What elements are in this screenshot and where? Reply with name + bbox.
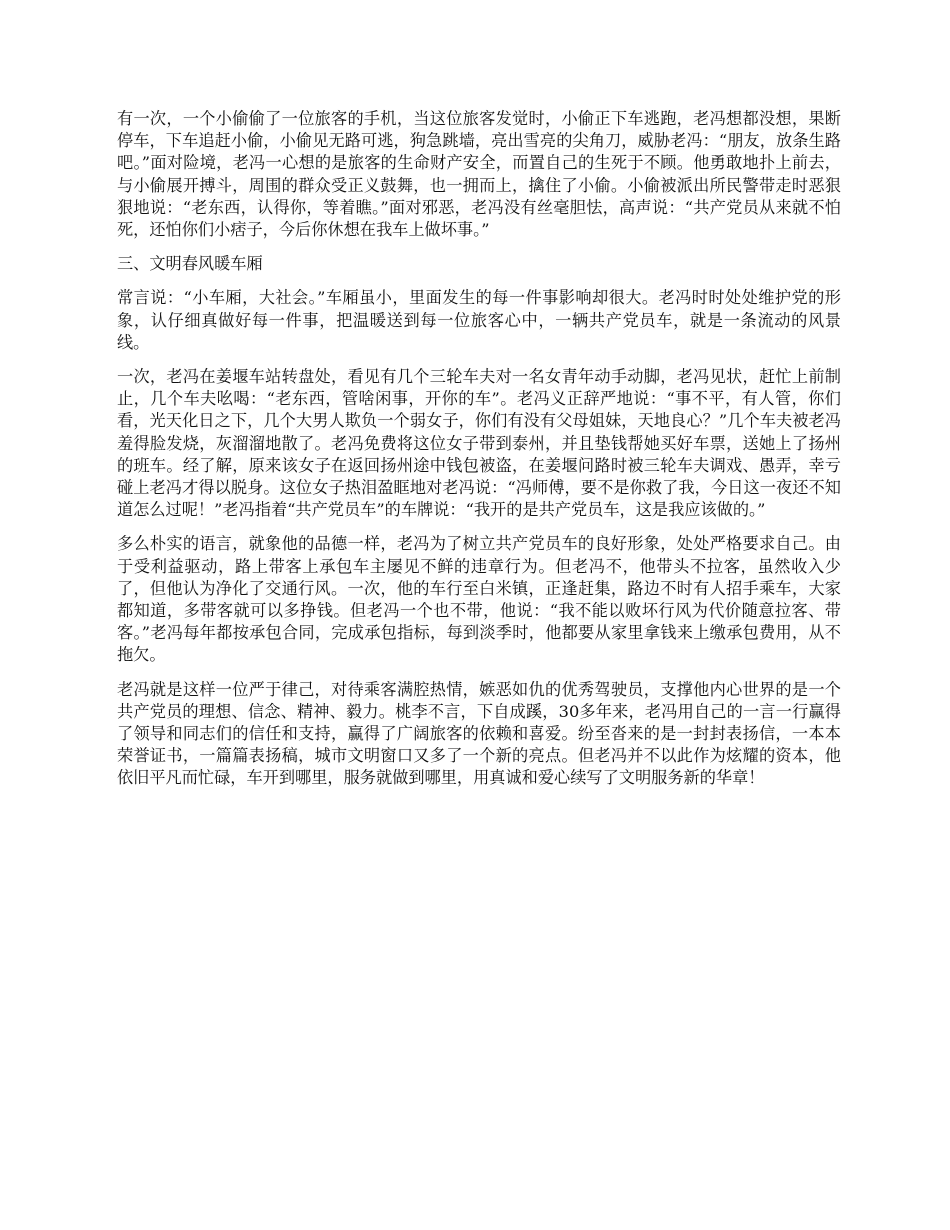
- paragraph-strict-self: 多么朴实的语言，就象他的品德一样，老冯为了树立共产党员车的良好形象，处处严格要求自己。由于受利益驱动，路上带客上承包车主屡见不鲜的违章行为。但老冯不，他带头不拉客，虽然收入少了，但他认为净化了交通行风。一次，他的车行至白米镇，正逢赶集，路边不时有人招手乘车，大家都知道，多带客就可以多挣钱。但老冯一个也不带，他说：“我不能以败坏行风为代价随意拉客、带客。”老冯每年都按承包合同，完成承包指标，每到淡季时，他都要从家里拿钱来上缴承包费用，从不拖欠。: [117, 534, 841, 665]
- paragraph-thief-story: 有一次，一个小偷偷了一位旅客的手机，当这位旅客发觉时，小偷正下车逃跑，老冯想都没想，果断停车，下车追赶小偷，小偷见无路可逃，狗急跳墙，亮出雪亮的尖角刀，威胁老冯：“朋友，放条生路吧。”面对险境，老冯一心想的是旅客的生命财产安全，而置自己的生死于不顾。他勇敢地扑上前去，与小偷展开搏斗，周围的群众受正义鼓舞，也一拥而上，擒住了小偷。小偷被派出所民警带走时恶狠狠地说：“老东西，认得你，等着瞧。”面对邪恶，老冯没有丝毫胆怯，高声说：“共产党员从来就不怕死，还怕你们小痞子，今后你休想在我车上做坏事。”: [117, 109, 841, 240]
- paragraph-rescue-story: 一次，老冯在姜堰车站转盘处，看见有几个三轮车夫对一名女青年动手动脚，老冯见状，赶忙上前制止，几个车夫吆喝：“老东西，管啥闲事，开你的车”。老冯义正辞严地说：“事不平，有人管，你们看，光天化日之下，几个大男人欺负一个弱女子，你们有没有父母姐妹，天地良心？”几个车夫被老冯羞得脸发烧，灰溜溜地散了。老冯免费将这位女子带到泰州，并且垫钱帮她买好车票，送她上了扬州的班车。经了解，原来该女子在返回扬州途中钱包被盗，在姜堰问路时被三轮车夫调戏、愚弄，幸亏碰上老冯才得以脱身。这位女子热泪盈眶地对老冯说：“冯师傅，要不是你救了我，今日这一夜还不知道怎么过呢！”老冯指着“共产党员车”的车牌说：“我开的是共产党员车，这是我应该做的。”: [117, 367, 841, 520]
- paragraph-small-carriage: 常言说：“小车厢，大社会。”车厢虽小，里面发生的每一件事影响却很大。老冯时时处处维护党的形象，认仔细真做好每一件事，把温暖送到每一位旅客心中，一辆共产党员车，就是一条流动的风景线。: [117, 288, 841, 352]
- paragraph-conclusion: 老冯就是这样一位严于律己，对待乘客满腔热情，嫉恶如仇的优秀驾驶员，支撑他内心世界的是一个共产党员的理想、信念、精神、毅力。桃李不言，下自成蹊，30多年来，老冯用自己的一言一行赢得了领导和同志们的信任和支持，赢得了广阔旅客的依赖和喜爱。纷至沓来的是一封封表扬信，一本本荣誉证书，一篇篇表扬稿，城市文明窗口又多了一个新的亮点。但老冯并不以此作为炫耀的资本，他依旧平凡而忙碌，车开到哪里，服务就做到哪里，用真诚和爱心续写了文明服务新的华章！: [117, 679, 841, 788]
- section-heading: 三、文明春风暖车厢: [117, 254, 263, 274]
- document-body: [117, 108, 841, 802]
